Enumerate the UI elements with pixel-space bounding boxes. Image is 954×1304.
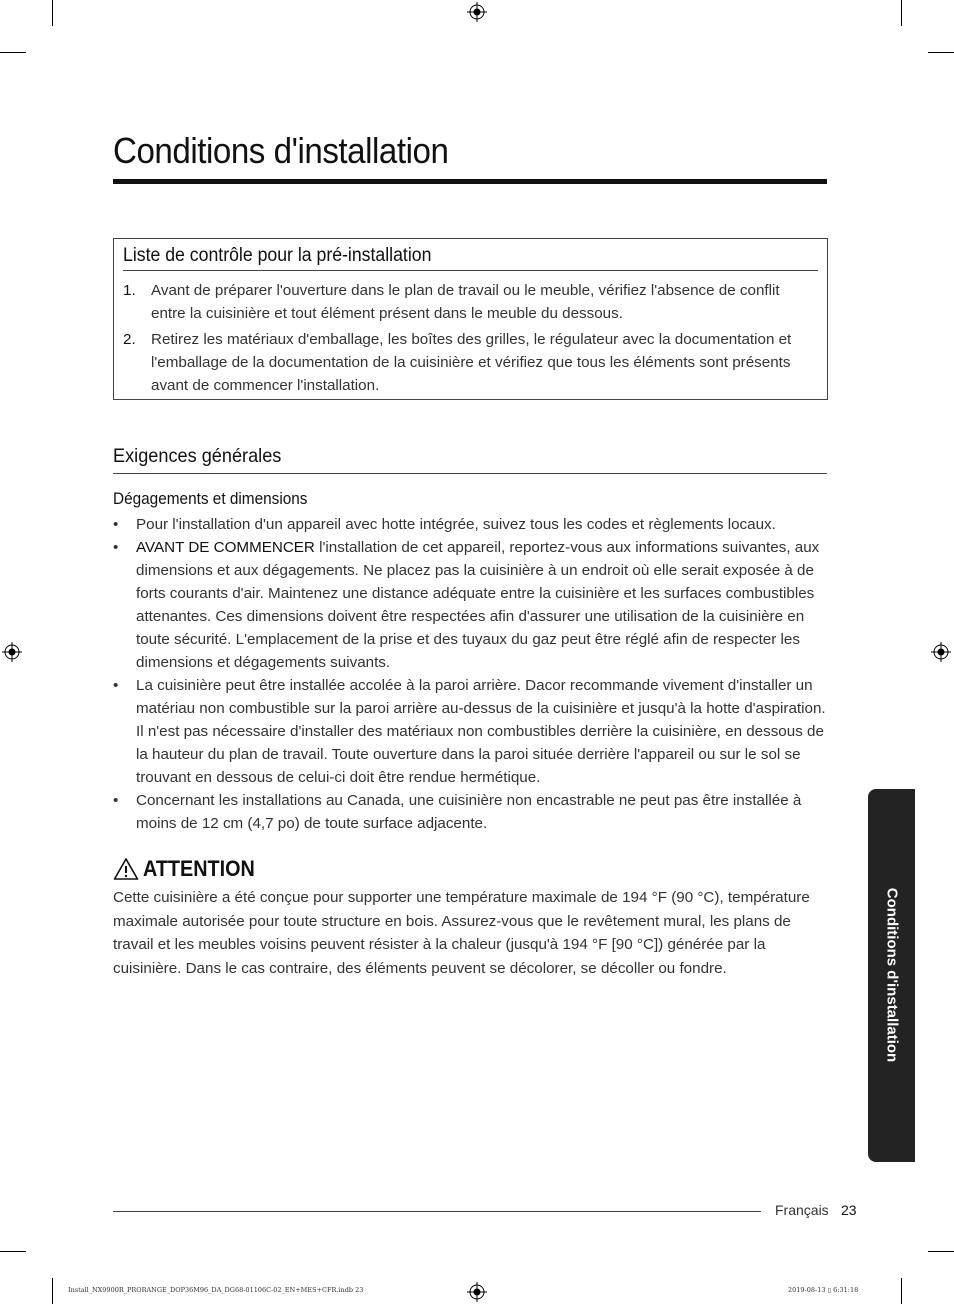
checklist-item-text: Retirez les matériaux d'emballage, les boîtes des grilles, le régulateur avec la documentation et l'emballage de la documentation de la cuisinière et vérifiez que tous les éléments sont présents avant de commencer l'installation. (151, 331, 792, 394)
list-item-text: La cuisinière peut être installée accolée à la paroi arrière. Dacor recommande vivement d'installer un matériau non combustible sur la paroi arrière au-dessus de la cuisinière et jusqu'à la hotte d'aspiration. Il n'est pas nécessaire d'installer des matériaux non combustibles derrière la cuisinière, en dessous de la hauteur du plan de travail. Toute ouverture dans la paroi située derrière l'appareil ou sur le sol se trouvant en dessous de celui-ci doit être rendue hermétique. (136, 677, 826, 786)
crop-mark (901, 0, 902, 26)
crop-mark (52, 0, 53, 26)
checklist-divider (123, 270, 818, 271)
crop-mark (928, 1251, 954, 1252)
registration-mark-icon (931, 642, 951, 662)
print-date-info: 2019-08-13 ▯ 6:31:18 (788, 1286, 859, 1294)
registration-mark-icon (467, 2, 487, 22)
attention-label: ATTENTION (143, 856, 255, 881)
registration-mark-icon (467, 1282, 487, 1302)
list-item (113, 789, 827, 835)
footer-divider (113, 1211, 761, 1212)
crop-mark (901, 1278, 902, 1304)
crop-mark (928, 52, 954, 53)
checklist-box (113, 238, 828, 400)
checklist-list (123, 279, 813, 400)
bullet: • (113, 677, 119, 694)
checklist-heading: Liste de contrôle pour la pré-installation (123, 245, 432, 266)
crop-mark (52, 1278, 53, 1304)
page-number: 23 (841, 1202, 857, 1218)
section-divider (113, 473, 827, 474)
checklist-item-number: 1. (123, 282, 136, 299)
warning-triangle-icon (113, 857, 139, 881)
list-item-lead: AVANT DE COMMENCER (136, 539, 315, 556)
checklist-item-number: 2. (123, 331, 136, 348)
list-item-text: l'installation de cet appareil, reportez-vous aux informations suivantes, aux dimensions et aux dégagements. Ne placez pas la cuisinière à un endroit où elle serait exposée à de forts courants d'air. Maintenez une distance adéquate entre la cuisinière et les surfaces combustibles attenantes. Ces dimensions doivent être respectées afin d'assurer une utilisation de la cuisinière en toute sécurité. L'emplacement de la prise et des tuyaux du gaz peut être réglé afin de respecter les dimensions et dégagements suivants. (136, 539, 820, 671)
checklist-item (123, 279, 813, 325)
subsection-heading: Dégagements et dimensions (113, 490, 308, 508)
requirements-list (113, 513, 827, 835)
side-tab-label: Conditions d'installation (883, 887, 901, 1063)
title-underline (113, 179, 827, 184)
attention-text: Cette cuisinière a été conçue pour supporter une température maximale de 194 °F (90 °C), température maximale autorisée pour toute structure en bois. Assurez-vous que le revêtement mural, les plans de travail et les meubles voisins peuvent résister à la chaleur (jusqu'à 194 °F [90 °C]) générée par la cuisinière. Dans le cas contraire, des éléments peuvent se décolorer, se décoller ou fondre. (113, 889, 810, 977)
bullet: • (113, 516, 119, 533)
page-title: Conditions d'installation (113, 130, 449, 171)
registration-mark-icon (2, 642, 22, 662)
list-item-text: Pour l'installation d'un appareil avec hotte intégrée, suivez tous les codes et règlements locaux. (136, 516, 776, 533)
attention-heading (113, 854, 267, 884)
bullet: • (113, 539, 119, 556)
checklist-item-text: Avant de préparer l'ouverture dans le plan de travail ou le meuble, vérifiez l'absence de conflit entre la cuisinière et tout élément présent dans le meuble du dessous. (151, 282, 780, 322)
crop-mark (0, 52, 26, 53)
list-item (113, 536, 827, 674)
bullet: • (113, 792, 119, 809)
list-item-text: Concernant les installations au Canada, une cuisinière non encastrable ne peut pas être installée à moins de 12 cm (4,7 po) de toute surface adjacente. (136, 792, 802, 832)
list-item (113, 513, 827, 536)
crop-mark (0, 1251, 26, 1252)
print-file-info: Install_NX9900R_PRORANGE_DOP36M96_DA_DG68-01106C-02_EN+MES+CFR.indb 23 (68, 1286, 364, 1294)
section-heading: Exigences générales (113, 445, 282, 467)
checklist-item (123, 328, 813, 397)
footer-language: Français (775, 1202, 829, 1218)
side-tab (868, 789, 915, 1162)
list-item (113, 674, 827, 789)
